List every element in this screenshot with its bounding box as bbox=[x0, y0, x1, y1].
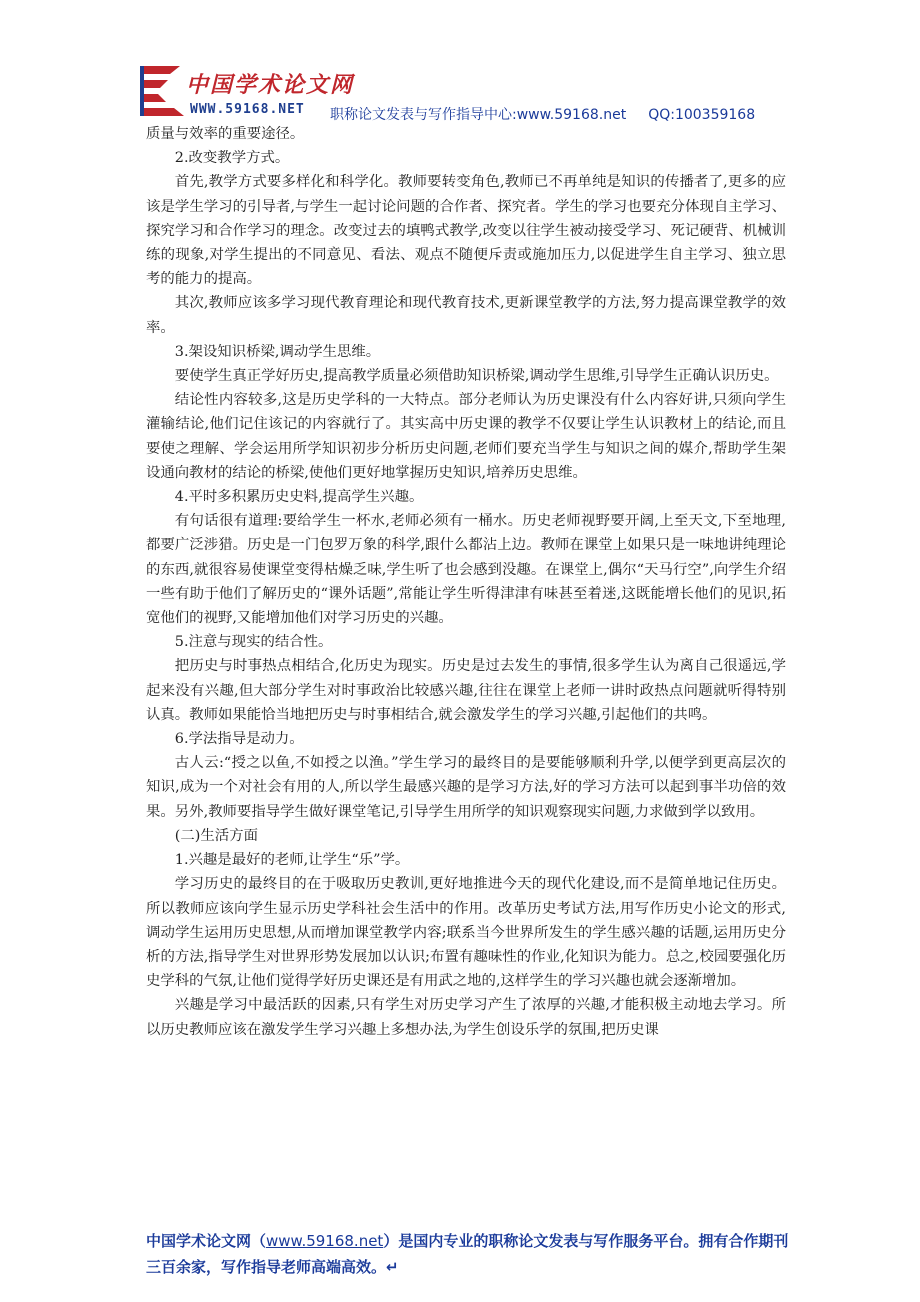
paragraph: 要使学生真正学好历史,提高教学质量必须借助知识桥梁,调动学生思维,引导学生正确认识历史。 bbox=[174, 368, 779, 385]
footer-suffix: ）是国内专业的职称论文发表与写作服务平台。拥有合作期刊三百余家，写作指导老师高端高效。↵ bbox=[146, 1232, 789, 1276]
footer-link[interactable]: www.59168.net bbox=[266, 1232, 384, 1250]
paragraph: 古人云:“授之以鱼,不如授之以渔。”学生学习的最终目的是要能够顺利升学,以便学到更高层次的知识,成为一个对社会有用的人,所以学生最感兴趣的是学习方法,好的学习方法可以起到事半功倍的效果。另外,教师要指导学生做好课堂笔记,引导学生用所学的知识观察现实问题,力求做到学以致用。 bbox=[146, 755, 786, 820]
paragraph: 把历史与时事热点相结合,化历史为现实。历史是过去发生的事情,很多学生认为离自己很遥远,学起来没有兴趣,但大部分学生对时事政治比较感兴趣,往往在课堂上老师一讲时政热点问题就听得特别认真。教师如果能恰当地把历史与时事相结合,就会激发学生的学习兴趣,引起他们的共鸣。 bbox=[146, 658, 786, 723]
section-heading: 2.改变教学方式。 bbox=[174, 150, 290, 167]
paragraph: 结论性内容较多,这是历史学科的一大特点。部分老师认为历史课没有什么内容好讲,只须向学生灌输结论,他们记住该记的内容就行了。其实高中历史课的教学不仅要让学生认识教材上的结论,而且要使之理解、学会运用所学知识初步分析历史问题,老师们要充当学生与知识之间的媒介,帮助学生架设通向教材的结论的桥梁,使他们更好地掌握历史知识,培养历史思维。 bbox=[146, 392, 786, 481]
section-heading: 3.架设知识桥梁,调动学生思维。 bbox=[174, 343, 381, 360]
section-heading: 1.兴趣是最好的老师,让学生“乐”学。 bbox=[174, 852, 410, 869]
section-heading: (二)生活方面 bbox=[174, 827, 258, 844]
section-heading: 4.平时多积累历史史料,提高学生兴趣。 bbox=[174, 489, 424, 506]
article-body bbox=[146, 122, 786, 1042]
section-heading: 5.注意与现实的结合性。 bbox=[174, 634, 333, 651]
paragraph: 有句话很有道理:要给学生一杯水,老师必须有一桶水。历史老师视野要开阔,上至天文,下至地理,都要广泛涉猎。历史是一门包罗万象的科学,跟什么都沾上边。教师在课堂上如果只是一味地讲纯理论的东西,就很容易使课堂变得枯燥乏味,学生听了也会感到没趣。在课堂上,偶尔“天马行空”,向学生介绍一些有助于他们了解历史的“课外话题”,常能让学生听得津津有味甚至着迷,这既能增长他们的见识,拓宽他们的视野,又能增加他们对学习历史的兴趣。 bbox=[146, 513, 786, 627]
footer-prefix: 中国学术论文网（ bbox=[146, 1232, 267, 1250]
paragraph: 质量与效率的重要途径。 bbox=[146, 126, 305, 142]
tagline-text[interactable]: 职称论文发表与写作指导中心:www.59168.net bbox=[330, 107, 627, 123]
paragraph: 学习历史的最终目的在于吸取历史教训,更好地推进今天的现代化建设,而不是简单地记住历史。所以教师应该向学生显示历史学科社会生活中的作用。改革历史考试方法,用写作历史小论文的形式,调动学生运用历史思想,从而增加课堂教学内容;联系当今世界所发生的学生感兴趣的话题,运用历史分析的方法,指导学生对世界形势发展加以认识;布置有趣味性的作业,化知识为能力。总之,校园要强化历史学科的气氛,让他们觉得学好历史课还是有用武之地的,这样学生的学习兴趣也就会逐渐增加。 bbox=[146, 876, 786, 990]
paragraph: 首先,教学方式要多样化和科学化。教师要转变角色,教师已不再单纯是知识的传播者了,更多的应该是学生学习的引导者,与学生一起讨论问题的合作者、探究者。学生的学习也要充分体现自主学习、探究学习和合作学习的理念。改变过去的填鸭式教学,改变以往学生被动接受学习、死记硬背、机械训练的现象,对学生提出的不同意见、看法、观点不随便斥责或施加压力,以促进学生自主学习、独立思考的能力的提高。 bbox=[146, 174, 786, 288]
paragraph: 其次,教师应该多学习现代教育理论和现代教育技术,更新课堂教学的方法,努力提高课堂教学的效率。 bbox=[146, 295, 786, 336]
page-footer bbox=[146, 1228, 796, 1280]
site-logo[interactable] bbox=[140, 62, 355, 124]
logo-url-text: WWW.59168.NET bbox=[190, 102, 305, 117]
page-header bbox=[140, 62, 800, 128]
section-heading: 6.学法指导是动力。 bbox=[174, 731, 304, 748]
paragraph: 兴趣是学习中最活跃的因素,只有学生对历史学习产生了浓厚的兴趣,才能积极主动地去学习。所以历史教师应该在激发学生学习兴趣上多想办法,为学生创设乐学的氛围,把历史课 bbox=[146, 997, 786, 1038]
qq-text: QQ:100359168 bbox=[648, 107, 756, 123]
logo-stripes-icon bbox=[140, 62, 188, 122]
header-tagline bbox=[330, 104, 777, 124]
logo-chinese-text: 中国学术论文网 bbox=[186, 73, 355, 98]
